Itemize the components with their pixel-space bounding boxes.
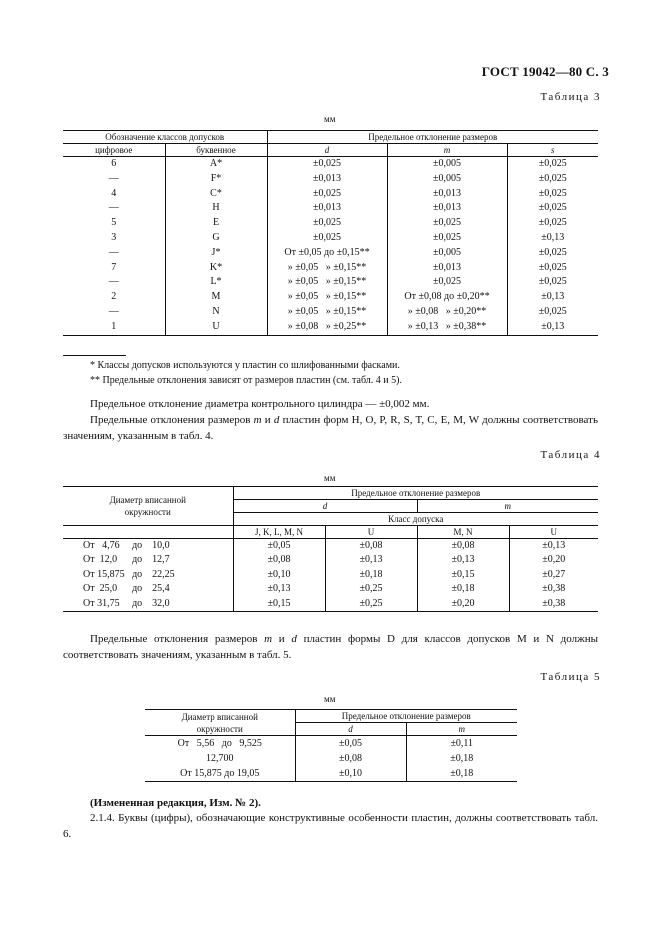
table3-cell: 7 <box>111 261 117 273</box>
table5 <box>145 709 517 782</box>
table3-cell: ±0,013 <box>267 201 387 216</box>
table5-row <box>145 736 517 752</box>
table3-cell: 5 <box>111 217 117 229</box>
text-fragment: Предельные отклонения размеров <box>90 414 254 426</box>
table3-row <box>63 187 598 202</box>
table3-cell: — <box>108 202 119 214</box>
symbol-m: m <box>253 414 262 426</box>
table3-cell: ±0,013 <box>387 201 507 216</box>
table4-cell: ±0,15 <box>417 568 509 582</box>
table5-caption: Таблица 5 <box>540 671 601 683</box>
table3-cell: ±0,025 <box>507 172 598 187</box>
table4-cell: ±0,18 <box>325 568 417 582</box>
table3-cell: ±0,025 <box>507 157 598 172</box>
table5-header-diameter: Диаметр вписанной окружности <box>145 710 295 736</box>
table3-row <box>63 246 598 261</box>
table3-row <box>63 216 598 231</box>
table5-cell: 12,700 <box>206 753 234 764</box>
table4-header-diameter: Диаметр вписанной окружности <box>63 487 233 526</box>
table3-row <box>63 275 598 290</box>
table4-cell: ±0,05 <box>233 539 325 554</box>
table4-cell: От 31,75 до 32,0 <box>83 597 170 609</box>
table4 <box>63 486 598 612</box>
table4-cell: ±0,25 <box>325 582 417 596</box>
table3-cell: ±0,025 <box>507 305 598 320</box>
table3-cell: E <box>165 216 267 231</box>
table4-cell: ±0,25 <box>325 597 417 612</box>
table3-cell: » ±0,05 » ±0,15** <box>267 290 387 305</box>
table5-cell: ±0,18 <box>406 751 517 766</box>
table3-cell: ±0,025 <box>507 216 598 231</box>
table3-row <box>63 172 598 187</box>
table3-cell: ±0,025 <box>267 231 387 246</box>
table4-cell: ±0,18 <box>417 582 509 596</box>
table3-cell: ±0,025 <box>507 187 598 202</box>
table4-row <box>63 597 598 612</box>
table3-cell: ±0,005 <box>387 172 507 187</box>
footnote-rule <box>63 355 126 356</box>
table3-row <box>63 201 598 216</box>
table4-header-m: m <box>417 500 598 513</box>
table4-row <box>63 553 598 567</box>
table4-header-c2: U <box>325 526 417 539</box>
table4-body <box>63 539 598 612</box>
table5-cell: ±0,05 <box>295 736 406 752</box>
table4-cell: ±0,08 <box>417 539 509 554</box>
table3-cell: ±0,013 <box>267 172 387 187</box>
table3-cell: H <box>165 201 267 216</box>
table5-row <box>145 766 517 782</box>
text-fragment: Предельные отклонения размеров <box>90 633 265 645</box>
table3-cell: ±0,025 <box>507 261 598 276</box>
table4-cell: ±0,08 <box>233 553 325 567</box>
table3-cell: 2 <box>111 291 117 303</box>
table3-cell: ±0,025 <box>387 275 507 290</box>
table4-header-c3: M, N <box>417 526 509 539</box>
table3-cell: ±0,025 <box>267 157 387 172</box>
table3-header-s: s <box>507 144 598 157</box>
table3-row <box>63 231 598 246</box>
table3-row <box>63 290 598 305</box>
table4-cell: От 15,875 до 22,25 <box>83 568 175 580</box>
table4-header-deviation: Предельное отклонение размеров <box>233 487 598 500</box>
table5-unit: мм <box>324 694 336 704</box>
table4-unit: мм <box>324 473 336 483</box>
footnote-2: ** Предельные отклонения зависят от размеров пластин (см. табл. 4 и 5). <box>90 375 402 386</box>
table4-cell: ±0,38 <box>509 582 598 596</box>
paragraph-table4-ref <box>63 412 598 444</box>
table3-cell: F* <box>165 172 267 187</box>
table4-cell: ±0,13 <box>417 553 509 567</box>
edition-note: (Измененная редакция, Изм. № 2). <box>90 797 261 809</box>
table4-cell: ±0,20 <box>509 553 598 567</box>
table3-cell: N <box>165 305 267 320</box>
table4-cell: От 4,76 до 10,0 <box>83 540 170 551</box>
table3-cell: От ±0,05 до ±0,15** <box>267 246 387 261</box>
table3-cell: » ±0,05 » ±0,15** <box>267 261 387 276</box>
table5-header-deviation: Предельное отклонение размеров <box>295 710 517 723</box>
table3-cell: ±0,13 <box>507 231 598 246</box>
table3-header-m: m <box>387 144 507 157</box>
table5-cell: От 15,875 до 19,05 <box>180 768 260 779</box>
table4-cell: ±0,20 <box>417 597 509 612</box>
text-fragment: и <box>261 414 274 426</box>
text-fragment: и <box>272 633 292 645</box>
table3-cell: ±0,025 <box>267 216 387 231</box>
table3-cell: ±0,025 <box>387 231 507 246</box>
table4-header-d: d <box>233 500 417 513</box>
table3-cell: ±0,025 <box>507 275 598 290</box>
table3-cell: От ±0,08 до ±0,20** <box>387 290 507 305</box>
table4-cell: ±0,13 <box>509 539 598 554</box>
table4-cell: ±0,38 <box>509 597 598 612</box>
table5-cell: ±0,18 <box>406 766 517 782</box>
table4-header-c1: J, K, L, M, N <box>233 526 325 539</box>
table4-cell: ±0,15 <box>233 597 325 612</box>
table5-cell: ±0,08 <box>295 751 406 766</box>
symbol-d: d <box>291 633 297 645</box>
table3-cell: ±0,013 <box>387 261 507 276</box>
paragraph-table5-ref <box>63 631 598 663</box>
table3-cell: ±0,025 <box>387 216 507 231</box>
table5-cell: ±0,10 <box>295 766 406 782</box>
table3-row <box>63 320 598 335</box>
table3-cell: G <box>165 231 267 246</box>
table3-cell: U <box>165 320 267 335</box>
table4-cell: От 12,0 до 12,7 <box>83 554 170 566</box>
table4-cell: ±0,10 <box>233 568 325 582</box>
table3-header-digital: цифровое <box>95 145 133 155</box>
table4-cell: ±0,13 <box>325 553 417 567</box>
table4-cell: ±0,08 <box>325 539 417 554</box>
table3-cell: K* <box>165 261 267 276</box>
table3-cell: A* <box>165 157 267 172</box>
table3-cell: M <box>165 290 267 305</box>
table3-cell: 4 <box>111 187 117 199</box>
table3-header-deviation: Предельное отклонение размеров <box>267 131 598 144</box>
table4-header-c4: U <box>509 526 598 539</box>
table5-header-d: d <box>295 723 406 736</box>
page-header: ГОСТ 19042—80 С. 3 <box>481 64 609 79</box>
table4-row <box>63 539 598 554</box>
paragraph-2-1-4: 2.1.4. Буквы (цифры), обозначающие конструктивные особенности пластин, должны соответствовать табл. 6. <box>63 812 598 840</box>
table3-row <box>63 157 598 172</box>
table3-cell: L* <box>165 275 267 290</box>
table4-caption: Таблица 4 <box>540 449 601 461</box>
symbol-d: d <box>273 414 280 426</box>
text-fragment: пластин формы D для классов допусков M и N должны соответствовать значениям, указанным в табл. 5. <box>63 633 598 661</box>
table3-cell: ±0,013 <box>387 187 507 202</box>
text-fragment: пластин форм H, O, P, R, S, T, C, E, M, W должны соответствовать значениям, указанным в табл. 4. <box>63 414 598 442</box>
table5-cell: От 5,56 до 9,525 <box>177 738 262 749</box>
table4-cell: От 25,0 до 25,4 <box>83 583 170 595</box>
table3-cell: — <box>108 246 119 258</box>
table5-row <box>145 751 517 766</box>
table3-body <box>63 157 598 336</box>
table3-header-d: d <box>267 144 387 157</box>
table3-header-classes: Обозначение классов допусков <box>63 131 267 144</box>
table3-cell: ±0,13 <box>507 320 598 335</box>
table3-cell: » ±0,05 » ±0,15** <box>267 275 387 290</box>
table4-cell: ±0,13 <box>233 582 325 596</box>
table3-cell: 3 <box>111 231 117 243</box>
table3-cell: 1 <box>111 320 117 332</box>
table3-cell: C* <box>165 187 267 202</box>
table3-cell: 6 <box>111 158 117 169</box>
table3-cell: — <box>108 172 119 184</box>
table5-body <box>145 736 517 782</box>
paragraph-cylinder: Предельное отклонение диаметра контрольного цилиндра — ±0,002 мм. <box>90 398 430 410</box>
table4-row <box>63 568 598 582</box>
table3-cell: » ±0,08 » ±0,20** <box>387 305 507 320</box>
table3-cell: » ±0,05 » ±0,15** <box>267 305 387 320</box>
table3-cell: — <box>108 276 119 288</box>
footnote-1: * Классы допусков используются у пластин со шлифованными фасками. <box>90 360 400 371</box>
table3-unit: мм <box>324 114 336 124</box>
table3-cell: J* <box>165 246 267 261</box>
table3-cell: — <box>108 305 119 317</box>
table3-cell: » ±0,08 » ±0,25** <box>267 320 387 335</box>
table3-cell: ±0,025 <box>507 246 598 261</box>
table3-cell: ±0,005 <box>387 246 507 261</box>
table3-row <box>63 305 598 320</box>
table3-caption: Таблица 3 <box>540 91 601 103</box>
table3-cell: ±0,13 <box>507 290 598 305</box>
table3-cell: » ±0,13 » ±0,38** <box>387 320 507 335</box>
table4-row <box>63 582 598 596</box>
table3-cell: ±0,025 <box>507 201 598 216</box>
table4-header-class: Класс допуска <box>233 513 598 526</box>
table3-header-letter: буквенное <box>165 144 267 157</box>
table3-cell: ±0,005 <box>387 157 507 172</box>
table4-cell: ±0,27 <box>509 568 598 582</box>
table3-row <box>63 261 598 276</box>
table3 <box>63 130 598 336</box>
symbol-m: m <box>264 633 273 645</box>
table3-cell: ±0,025 <box>267 187 387 202</box>
table5-header-m: m <box>406 723 517 736</box>
table5-cell: ±0,11 <box>406 736 517 752</box>
